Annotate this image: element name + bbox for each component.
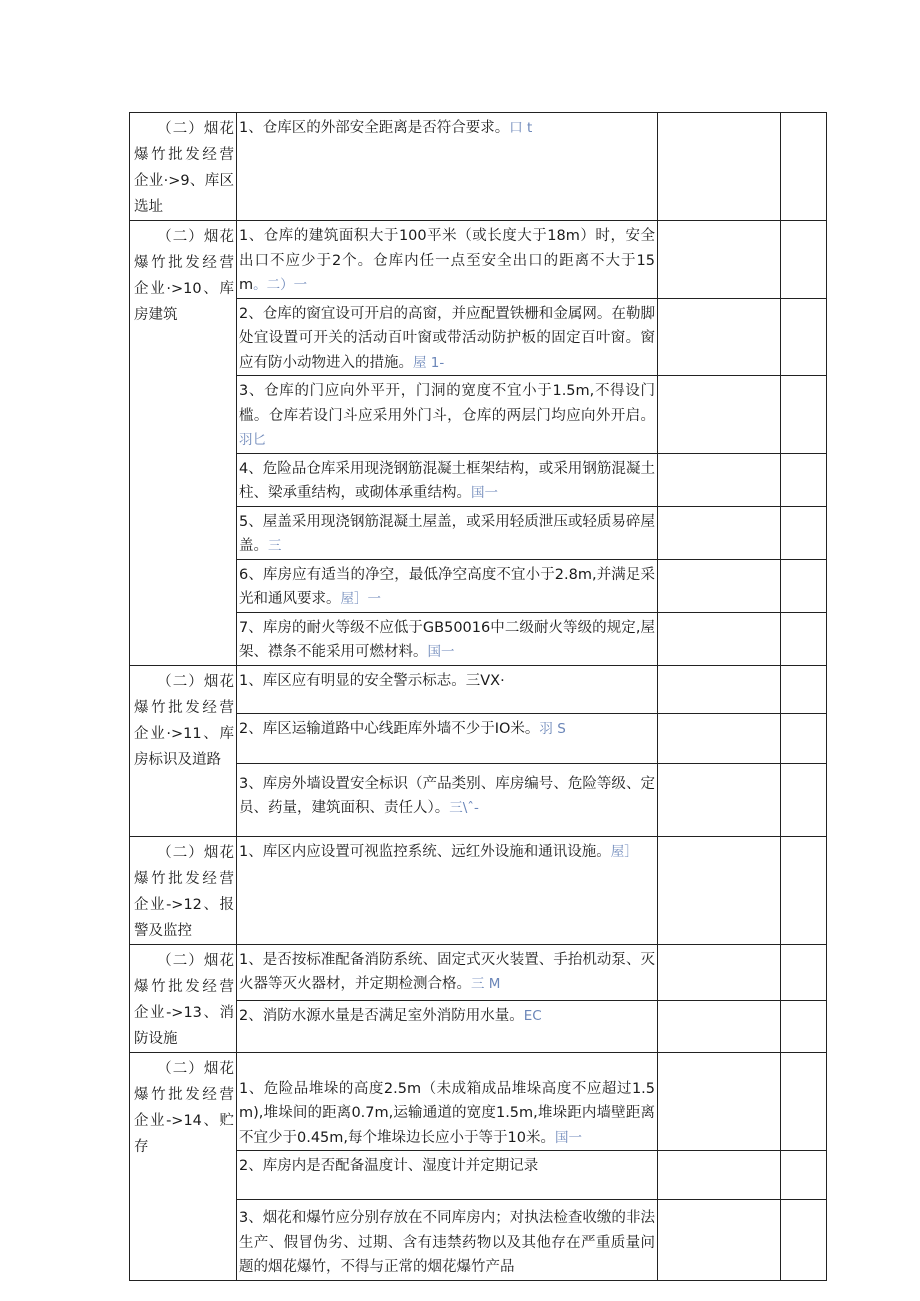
result-cell[interactable] [658, 559, 781, 612]
result-cell[interactable] [658, 713, 781, 763]
remark-cell[interactable] [781, 944, 827, 1000]
result-cell[interactable] [658, 453, 781, 506]
category-cell: （二）烟花爆竹批发经营企业->13、消防设施 [130, 944, 237, 1052]
item-cell: 4、危险品仓库采用现浇钢筋混凝土框架结构，或采用钢筋混凝土柱、梁承重结构，或砌体承重结构。国一 [237, 453, 658, 506]
handwritten-mark: 三 M [471, 976, 501, 992]
result-cell[interactable] [658, 763, 781, 836]
handwritten-mark: 屋］一 [340, 591, 381, 607]
item-cell: 1、仓库的建筑面积大于100平米（或长度大于18m）时，安全出口不应少于2个。仓库内任一点至安全出口的距离不大于15m。二）一 [237, 221, 658, 299]
result-cell[interactable] [658, 944, 781, 1000]
item-cell: 3、库房外墙设置安全标识（产品类别、库房编号、危险等级、定员、药量，建筑面积、责任人）。三\ˆ- [237, 763, 658, 836]
handwritten-mark: 屋］ [610, 843, 638, 860]
handwritten-mark: 三 [268, 538, 282, 554]
remark-cell[interactable] [781, 506, 827, 559]
item-cell: 1、库区内应设置可视监控系统、远红外设施和通讯设施。屋］ [237, 836, 658, 944]
table-row [130, 221, 827, 299]
handwritten-mark: 羽 S [539, 720, 566, 737]
item-cell: 3、仓库的门应向外平开，门洞的宽度不宜小于1.5m,不得设门槛。仓库若设门斗应采用外门斗，仓库的两层门均应向外开启。羽匕 [237, 376, 658, 454]
remark-cell[interactable] [781, 1151, 827, 1200]
handwritten-mark: 屋 1- [413, 354, 445, 371]
handwritten-mark: 三\ˆ- [449, 800, 479, 816]
handwritten-mark: EC [523, 1007, 542, 1024]
result-cell[interactable] [658, 113, 781, 221]
remark-cell[interactable] [781, 1000, 827, 1052]
item-cell: 2、消防水源水量是否满足室外消防用水量。EC [237, 1000, 658, 1052]
remark-cell[interactable] [781, 559, 827, 612]
remark-cell[interactable] [781, 298, 827, 376]
category-cell: （二）烟花爆竹批发经营企业->14、贮存 [130, 1052, 237, 1280]
item-cell: 3、烟花和爆竹应分别存放在不同库房内；对执法检查收缴的非法生产、假冒伪劣、过期、含有违禁药物以及其他存在严重质量问题的烟花爆竹，不得与正常的烟花爆竹产品 [237, 1200, 658, 1281]
inspection-checklist-table [129, 112, 827, 1281]
item-cell: 7、库房的耐火等级不应低于GB50016中二级耐火等级的规定,屋架、襟条不能采用可燃材料。国一 [237, 612, 658, 665]
handwritten-mark: 羽匕 [239, 432, 266, 448]
item-cell: 2、仓库的窗宜设可开启的高窗，并应配置铁栅和金属网。在勒脚处宜设置可开关的活动百叶窗或带活动防护板的固定百叶窗。窗应有防小动物进入的措施。屋 1- [237, 298, 658, 376]
item-cell: 2、库区运输道路中心线距库外墙不少于IO米。羽 S [237, 713, 658, 763]
remark-cell[interactable] [781, 1200, 827, 1281]
table-row [130, 1052, 827, 1151]
item-cell: 1、仓库区的外部安全距离是否符合要求。口 t [237, 113, 658, 221]
remark-cell[interactable] [781, 763, 827, 836]
table-row [130, 113, 827, 221]
handwritten-mark: 。二）一 [253, 277, 308, 293]
table-row [130, 944, 827, 1000]
remark-cell[interactable] [781, 612, 827, 665]
table-row [130, 665, 827, 713]
result-cell[interactable] [658, 221, 781, 299]
item-cell: 6、库房应有适当的净空，最低净空高度不宜小于2.8m,并满足采光和通风要求。屋］一 [237, 559, 658, 612]
remark-cell[interactable] [781, 221, 827, 299]
remark-cell[interactable] [781, 113, 827, 221]
handwritten-mark: 口 t [509, 120, 533, 136]
handwritten-mark: 国一 [427, 644, 455, 660]
category-cell: （二）烟花爆竹批发经营企业·>9、库区选址 [130, 113, 237, 221]
item-cell: 1、库区应有明显的安全警示标志。三VX· [237, 665, 658, 713]
category-cell: （二）烟花爆竹批发经营企业·>11、库房标识及道路 [130, 665, 237, 836]
handwritten-mark: 国一 [554, 1129, 582, 1146]
table-row [130, 836, 827, 944]
item-cell: 5、屋盖采用现浇钢筋混凝土屋盖，或采用轻质泄压或轻质易碎屋盖。三 [237, 506, 658, 559]
result-cell[interactable] [658, 1200, 781, 1281]
remark-cell[interactable] [781, 836, 827, 944]
result-cell[interactable] [658, 298, 781, 376]
handwritten-mark: 国一 [471, 485, 498, 501]
result-cell[interactable] [658, 1151, 781, 1200]
item-cell: 2、库房内是否配备温度计、湿度计并定期记录 [237, 1151, 658, 1200]
result-cell[interactable] [658, 376, 781, 454]
result-cell[interactable] [658, 506, 781, 559]
remark-cell[interactable] [781, 376, 827, 454]
item-cell: 1、危险品堆垛的高度2.5m（未成箱成品堆垛高度不应超过1.5m),堆垛间的距离0.7m,运输通道的宽度1.5m,堆垛距内墙壁距离不宜少于0.45m,每个堆垛边长应小于等于10米。国一 [237, 1052, 658, 1151]
result-cell[interactable] [658, 665, 781, 713]
remark-cell[interactable] [781, 713, 827, 763]
item-cell: 1、是否按标准配备消防系统、固定式灭火装置、手抬机动泵、灭火器等灭火器材，并定期检测合格。三 M [237, 944, 658, 1000]
result-cell[interactable] [658, 612, 781, 665]
result-cell[interactable] [658, 1000, 781, 1052]
category-cell: （二）烟花爆竹批发经营企业·>10、库房建筑 [130, 221, 237, 666]
remark-cell[interactable] [781, 453, 827, 506]
category-cell: （二）烟花爆竹批发经营企业->12、报警及监控 [130, 836, 237, 944]
result-cell[interactable] [658, 836, 781, 944]
remark-cell[interactable] [781, 1052, 827, 1151]
result-cell[interactable] [658, 1052, 781, 1151]
remark-cell[interactable] [781, 665, 827, 713]
